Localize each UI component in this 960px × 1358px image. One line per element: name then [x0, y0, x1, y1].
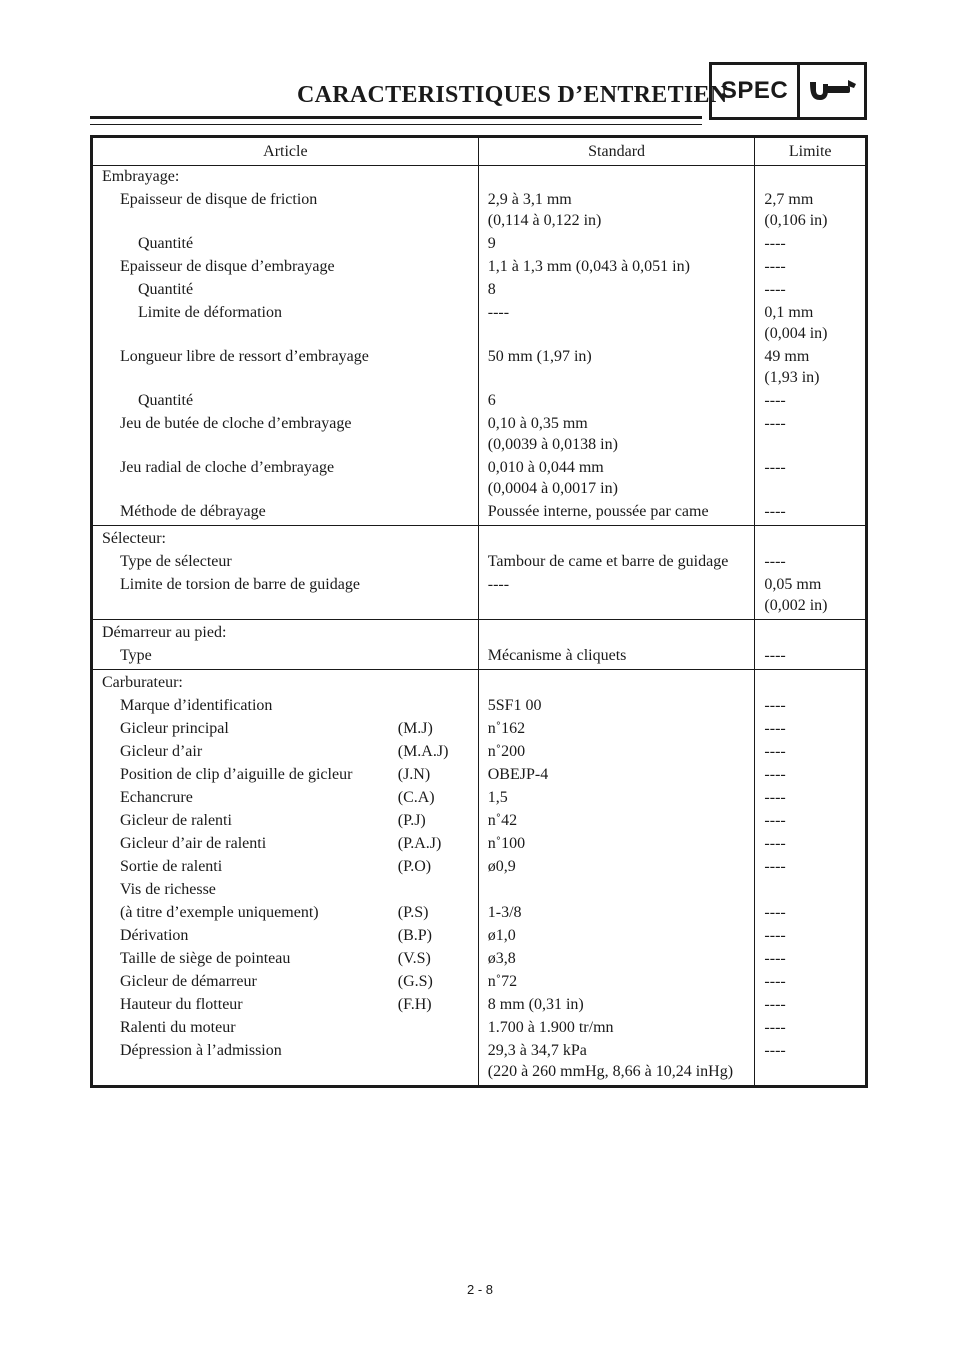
table-row — [92, 718, 867, 741]
table-row — [92, 994, 867, 1017]
table-cell-standard — [478, 166, 755, 190]
table-cell-limit — [755, 166, 867, 190]
table-row — [92, 810, 867, 833]
table-row — [92, 902, 867, 925]
table-cell-standard: Mécanisme à cliquets — [478, 645, 755, 670]
article-code — [398, 574, 478, 595]
table-row — [92, 925, 867, 948]
spec-badge — [709, 62, 867, 120]
page-title: CARACTERISTIQUES D’ENTRETIEN — [297, 82, 728, 108]
article-text — [102, 457, 478, 478]
article-text — [102, 189, 478, 210]
article-text — [102, 1040, 478, 1061]
article-name: Jeu radial de cloche d’embrayage — [120, 459, 335, 476]
article-name: Type de sélecteur — [120, 553, 232, 570]
table-cell-standard: 2,9 à 3,1 mm (0,114 à 0,122 in) — [478, 189, 755, 233]
article-name: Position de clip d’aiguille de gicleur — [120, 766, 353, 783]
table-row — [92, 189, 867, 233]
table-row — [92, 1017, 867, 1040]
table-cell-limit: ---- — [755, 1017, 867, 1040]
table-row — [92, 390, 867, 413]
article-name: Jeu de butée de cloche d’embrayage — [120, 415, 352, 432]
article-name: Gicleur de ralenti — [120, 812, 232, 829]
table-cell-standard: n˚42 — [478, 810, 755, 833]
table-cell-limit: 49 mm (1,93 in) — [755, 346, 867, 390]
table-cell-limit — [755, 526, 867, 552]
article-name: Méthode de débrayage — [120, 503, 266, 520]
table-cell-standard: 1,1 à 1,3 mm (0,043 à 0,051 in) — [478, 256, 755, 279]
table-cell-limit: ---- — [755, 833, 867, 856]
article-code — [398, 189, 478, 210]
table-cell-article — [92, 718, 479, 741]
article-text — [102, 302, 478, 323]
table-cell-limit: ---- — [755, 695, 867, 718]
column-header-standard: Standard — [478, 137, 755, 166]
table-cell-limit: ---- — [755, 856, 867, 879]
column-header-limit: Limite — [755, 137, 867, 166]
table-cell-limit: ---- — [755, 1040, 867, 1087]
article-text — [102, 741, 478, 762]
table-row-group-heading — [92, 526, 867, 552]
table-cell-limit: ---- — [755, 645, 867, 670]
article-text — [102, 994, 478, 1015]
table-cell-standard: 1.700 à 1.900 tr/mn — [478, 1017, 755, 1040]
table-cell-article — [92, 879, 479, 902]
table-row — [92, 787, 867, 810]
table-body — [92, 166, 867, 1087]
table-cell-standard: ø3,8 — [478, 948, 755, 971]
article-code: (C.A) — [397, 789, 435, 806]
article-text — [102, 856, 478, 877]
spec-table — [90, 135, 868, 1088]
article-text — [102, 718, 478, 739]
table-row — [92, 833, 867, 856]
article-text — [102, 948, 478, 969]
column-header-article: Article — [92, 137, 479, 166]
article-text — [102, 256, 478, 277]
table-cell-limit: ---- — [755, 233, 867, 256]
article-text — [102, 833, 478, 854]
table-cell-article — [92, 551, 479, 574]
table-cell-limit — [755, 670, 867, 696]
article-code: (P.J) — [397, 812, 426, 829]
table-cell-limit: ---- — [755, 279, 867, 302]
table-cell-limit — [755, 620, 867, 646]
table-row — [92, 457, 867, 501]
table-cell-standard: 5SF1 00 — [478, 695, 755, 718]
article-text — [102, 879, 478, 900]
article-name: Epaisseur de disque de friction — [120, 191, 318, 208]
table-cell-limit: ---- — [755, 994, 867, 1017]
table-cell-standard: 0,010 à 0,044 mm (0,0004 à 0,0017 in) — [478, 457, 755, 501]
table-cell-standard: 1,5 — [478, 787, 755, 810]
article-code — [398, 501, 478, 522]
article-name: Gicleur d’air de ralenti — [120, 835, 267, 852]
page-number: 2 - 8 — [466, 1282, 493, 1297]
table-cell-article — [92, 501, 479, 526]
table-cell-article — [92, 810, 479, 833]
table-cell-limit — [755, 879, 867, 902]
table-row — [92, 741, 867, 764]
article-name: Gicleur d’air — [120, 743, 203, 760]
article-text — [102, 346, 478, 367]
header-rule-thin — [90, 124, 702, 125]
article-name: Limite de torsion de barre de guidage — [120, 576, 360, 593]
table-cell-limit: ---- — [755, 787, 867, 810]
group-heading: Démarreur au pied: — [102, 624, 227, 641]
table-cell-limit: ---- — [755, 551, 867, 574]
table-cell-standard: 8 mm (0,31 in) — [478, 994, 755, 1017]
article-text — [102, 551, 478, 572]
table-cell-limit: ---- — [755, 501, 867, 526]
article-code: (F.H) — [397, 996, 432, 1013]
article-text — [102, 695, 478, 716]
table-cell-standard: 0,10 à 0,35 mm (0,0039 à 0,0138 in) — [478, 413, 755, 457]
article-code — [398, 645, 478, 666]
table-cell-article — [92, 279, 479, 302]
table-cell-standard: ---- — [478, 574, 755, 620]
table-cell-article — [92, 413, 479, 457]
article-name: Echancrure — [120, 789, 193, 806]
article-code — [398, 695, 478, 716]
article-text — [102, 233, 478, 254]
table-row — [92, 256, 867, 279]
table-cell-article — [92, 457, 479, 501]
table-cell-standard: n˚100 — [478, 833, 755, 856]
table-cell-limit: 2,7 mm (0,106 in) — [755, 189, 867, 233]
table-cell-standard: 6 — [478, 390, 755, 413]
table-cell-limit: ---- — [755, 810, 867, 833]
article-code — [398, 413, 478, 434]
group-heading: Carburateur: — [102, 674, 183, 691]
article-name: Ralenti du moteur — [120, 1019, 236, 1036]
table-cell-article — [92, 971, 479, 994]
article-text — [102, 574, 478, 595]
table-row — [92, 551, 867, 574]
header-rule — [90, 116, 702, 119]
table-cell-limit: ---- — [755, 718, 867, 741]
article-text — [102, 971, 478, 992]
article-code: (J.N) — [397, 766, 431, 783]
wrench-icon — [800, 65, 864, 117]
table-cell-article — [92, 833, 479, 856]
article-text — [102, 1017, 478, 1038]
table-cell-standard: OBEJP-4 — [478, 764, 755, 787]
table-row-group-heading — [92, 166, 867, 190]
table-cell-article — [92, 256, 479, 279]
table-cell-article — [92, 695, 479, 718]
article-name: Sortie de ralenti — [120, 858, 223, 875]
table-cell-standard — [478, 526, 755, 552]
article-text — [102, 390, 478, 411]
table-cell-limit: ---- — [755, 902, 867, 925]
article-name: Hauteur du flotteur — [120, 996, 243, 1013]
table-row — [92, 302, 867, 346]
article-name: Quantité — [138, 281, 194, 298]
table-cell-article — [92, 233, 479, 256]
group-heading: Sélecteur: — [102, 530, 166, 547]
table-cell-standard: 29,3 à 34,7 kPa (220 à 260 mmHg, 8,66 à 10,24 inHg) — [478, 1040, 755, 1087]
article-name: Vis de richesse — [120, 881, 216, 898]
table-row — [92, 856, 867, 879]
table-row — [92, 413, 867, 457]
table-cell-article — [92, 925, 479, 948]
table-row-group-heading — [92, 670, 867, 696]
table-cell-limit: 0,1 mm (0,004 in) — [755, 302, 867, 346]
table-cell-standard: n˚162 — [478, 718, 755, 741]
article-name: Marque d’identification — [120, 697, 273, 714]
table-cell-limit: ---- — [755, 390, 867, 413]
article-name: Taille de siège de pointeau — [120, 950, 291, 967]
table-row — [92, 879, 867, 902]
article-name: Dérivation — [120, 927, 189, 944]
article-text — [102, 902, 478, 923]
article-text — [102, 279, 478, 300]
table-row — [92, 501, 867, 526]
table-cell-standard: Tambour de came et barre de guidage — [478, 551, 755, 574]
article-text — [102, 810, 478, 831]
table-row — [92, 279, 867, 302]
article-code: (M.J) — [397, 720, 433, 737]
article-code — [398, 457, 478, 478]
article-name: Quantité — [138, 392, 194, 409]
table-row-group-heading — [92, 620, 867, 646]
article-code: (P.S) — [397, 904, 429, 921]
article-name: Dépression à l’admission — [120, 1042, 282, 1059]
article-text — [102, 413, 478, 434]
table-cell-limit: ---- — [755, 256, 867, 279]
article-name: Type — [120, 647, 152, 664]
table-cell-standard: ø1,0 — [478, 925, 755, 948]
table-cell-limit: ---- — [755, 925, 867, 948]
table-row — [92, 346, 867, 390]
article-code — [398, 551, 478, 572]
table-cell-standard — [478, 670, 755, 696]
table-cell-limit: ---- — [755, 971, 867, 994]
table-cell-standard: 1-3/8 — [478, 902, 755, 925]
article-code — [398, 233, 478, 254]
table-cell-limit: ---- — [755, 741, 867, 764]
article-name: Quantité — [138, 235, 194, 252]
table-cell-standard: n˚200 — [478, 741, 755, 764]
table-cell-article — [92, 390, 479, 413]
article-code — [398, 1017, 478, 1038]
table-cell-standard: 9 — [478, 233, 755, 256]
table-cell-standard — [478, 879, 755, 902]
table-cell-standard — [478, 620, 755, 646]
article-name: Limite de déformation — [138, 304, 282, 321]
table-cell-article — [92, 645, 479, 670]
table-cell-standard: ø0,9 — [478, 856, 755, 879]
table-cell-article — [92, 574, 479, 620]
table-cell-article — [92, 302, 479, 346]
group-heading: Embrayage: — [102, 168, 180, 185]
table-cell-standard: ---- — [478, 302, 755, 346]
table-cell-article — [92, 948, 479, 971]
table-cell-standard: 8 — [478, 279, 755, 302]
table-cell-standard: 50 mm (1,97 in) — [478, 346, 755, 390]
table-cell-article — [92, 764, 479, 787]
article-text — [102, 501, 478, 522]
article-name: (à titre d’exemple uniquement) — [120, 904, 319, 921]
table-cell-article — [92, 1017, 479, 1040]
table-cell-article — [92, 902, 479, 925]
table-row — [92, 1040, 867, 1087]
table-row — [92, 233, 867, 256]
table-cell-limit: 0,05 mm (0,002 in) — [755, 574, 867, 620]
article-code: (P.A.J) — [397, 835, 442, 852]
table-cell-article — [92, 1040, 479, 1087]
article-code: (G.S) — [397, 973, 433, 990]
article-text — [102, 764, 478, 785]
table-cell-standard: Poussée interne, poussée par came — [478, 501, 755, 526]
article-code: (B.P) — [397, 927, 432, 944]
article-code — [398, 256, 478, 277]
table-cell-article — [92, 741, 479, 764]
article-name: Gicleur principal — [120, 720, 229, 737]
article-text — [102, 787, 478, 808]
table-cell-limit: ---- — [755, 764, 867, 787]
table-cell-article — [92, 346, 479, 390]
article-code: (P.O) — [397, 858, 432, 875]
table-cell-article — [92, 189, 479, 233]
article-code — [398, 1040, 478, 1061]
article-code — [398, 390, 478, 411]
article-code — [398, 346, 478, 367]
table-cell-limit: ---- — [755, 413, 867, 457]
table-row — [92, 574, 867, 620]
table-header-row — [92, 137, 867, 166]
table-cell-limit: ---- — [755, 948, 867, 971]
spec-badge-label: SPEC — [712, 65, 800, 117]
article-code: (M.A.J) — [397, 743, 449, 760]
table-row — [92, 695, 867, 718]
article-code — [398, 279, 478, 300]
article-name: Epaisseur de disque d’embrayage — [120, 258, 335, 275]
article-code — [398, 302, 478, 323]
article-text — [102, 925, 478, 946]
article-text — [102, 645, 478, 666]
table-cell-limit: ---- — [755, 457, 867, 501]
table-row — [92, 645, 867, 670]
article-code: (V.S) — [397, 950, 431, 967]
table-cell-article — [92, 994, 479, 1017]
article-code — [398, 879, 478, 900]
article-name: Gicleur de démarreur — [120, 973, 257, 990]
table-row — [92, 971, 867, 994]
table-cell-article — [92, 856, 479, 879]
table-cell-article — [92, 787, 479, 810]
table-cell-standard: n˚72 — [478, 971, 755, 994]
table-row — [92, 764, 867, 787]
article-name: Longueur libre de ressort d’embrayage — [120, 348, 369, 365]
table-row — [92, 948, 867, 971]
